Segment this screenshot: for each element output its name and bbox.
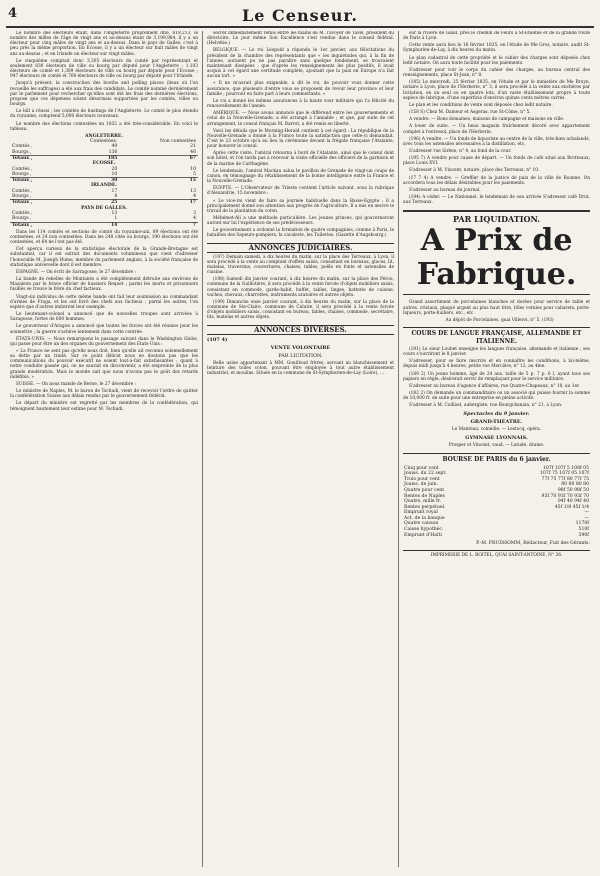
table-cell: 25: [58, 200, 119, 206]
paragraph: S'adresser à M. Vincent, notaire, place des Terreaux, n° 10.: [409, 168, 540, 174]
announcement-title: VENTE VOLONTAIRE: [270, 344, 331, 351]
paragraph: S'adresser rue Sirène, n° 4, au fond de la cour.: [409, 148, 512, 154]
newspaper-page: [6, 4, 594, 868]
paragraph: Le cinquième comptait donc 3,305 électeurs du comté par représentant et seulement 830 électeurs de ville ou bourg par député pour l'Angleterre ; 1,103 électeurs de comté et 1,309 électeurs de ville ou bourg par député pour l'Ecosse ; 947 électeurs de comté et 769 électeurs de ville ou bourg par député pour l'Irlande.: [10, 58, 198, 80]
table-cell: 13: [190, 188, 196, 194]
bourse-label: Quatre pour cent: [404, 487, 445, 493]
paragraph: Grand assortiment de porcelaines blanches et dorées pour service de table et autres, cristaux, plaqué argent au plus haut titre, tôles vernies pour cabarets, porte-liqueurs, porte-huiliers, etc., etc.: [403, 300, 590, 316]
paragraph: Voici les détails que le Morning-Herald contient à cet égard : La république de la Nouvelle-Grenade a donné à la France toute la satisfaction que celle-ci demandait. C'est le 23 octobre qu'a eu lieu la cérémonie devant la frégate française l'Atalante, pour honorer le consul.: [207, 128, 394, 150]
paragraph: (196) A vendre. — Un fonds de liquoriste au centre de la ville, très-bien achalandé, avec tous les ustensiles nécessaires à la distillation, etc.: [403, 136, 591, 147]
bourse-values: 45f 1/8 45f 1/4: [554, 504, 589, 510]
announcement-subtitle: PAR LICITATION.: [278, 352, 323, 359]
table-cell: 13: [111, 210, 118, 216]
table-cell: 8: [114, 194, 118, 200]
paragraph: (191) Le sieur Loubet enseigne les langues française, allemande et italienne ; ses cours s'ouvriront le 8 janvier.: [403, 347, 590, 358]
table-cell: 15: [119, 178, 198, 184]
paragraph: (194) A céder. — Le Nationnel, le lendemain de son arrivée S'adresser café Drut, aux Terreaux.: [403, 195, 590, 206]
theatre-programme: Prosper et Vincent, vaud. — Latude, drame.: [448, 443, 545, 449]
table-category: ECOSSE.: [92, 161, 116, 167]
row-label: Comtés ,: [12, 188, 33, 194]
paragraph: secret immédiatement remis entre les mains de M. l'avoyer de Tavel, président du directoire. Le jour même Son Excellence s'est rendue dans le conseil fédéral. (Helvétie.): [207, 31, 394, 47]
bourse-label: Rentes perpétuel.: [404, 504, 446, 510]
paragraph: Le gouverneur d'Aragon a annoncé que toutes les forces ont été réunies pour les soumettre ; la guerre s'achève lentement dans cette contrée.: [10, 324, 198, 335]
paragraph: Jusqu'à présent, la construction des booths and polling places (lieux où l'on recueille les suffrages) a été aux frais des candidats. Le comité nommé dernièrement par le parlement pour rechercher qu'elles sont été les frais des dernières élections, propose que ces dépenses soient désormais supportées par les comtés, villes ou bourgs.: [10, 81, 198, 108]
row-label: Totaux ,: [10, 156, 58, 162]
theatre-programme: Le Manteau, comédie. — Lestocq, opéra.: [451, 426, 542, 432]
column-left: [6, 31, 202, 867]
paragraph: A vendre. — Bons domaines, maisons de campagne et maisons en ville.: [409, 117, 565, 123]
table-cell: 5: [193, 171, 196, 177]
paragraph: Le départ du ministre est regretté par les membres de la confédération, qui témoignent hautement leur estime pour M. Tschudi.: [10, 401, 198, 412]
paragraph: Méhémet-Ali a une méthode particulière. Les jeunes princes, qui gouverneront auront sur lui l'expérience de ses prédécesseurs.: [207, 216, 394, 227]
row-label: Totaux ,: [10, 222, 58, 228]
table-cell: 46: [190, 149, 196, 155]
bourse-values: 1170f: [575, 521, 589, 527]
newspaper-title: Le Censeur.: [242, 5, 358, 25]
paragraph: (189 2) Un jeune homme, âgé de 24 ans, taille de 5 p. 7 p. 6 l, ayant tous ses papiers en règle, désirerait servir de remplaçant pour le service militaire.: [403, 371, 590, 382]
paragraph: S'adresser, pour se faire inscrire et en connaître les conditions, à lui-même, depuis midi jusqu'à 4 heures, petite rue Mercière, n° 12, au 4me.: [403, 359, 590, 370]
table-cell: 1: [114, 216, 118, 222]
table-cell: 10: [111, 171, 118, 177]
paragraph: (17 7 4) A vendre. — Greffier de la justice de paix de la ville de Roanne. On accordera tous les délais désirables pour les paiements.: [403, 175, 590, 186]
announcement: (197) Demain samedi, à dix heures du matin, sur la place des Terreaux, à Lyon, il sera procédé à la vente au comptant d'effets saisis, consistant en bureaux, glaces, lit, matelas, traversins, couvertures, chaises, tables, poêle en fonte et ustensiles de cuisine.: [207, 254, 394, 276]
bourse-label: Quatre, mille fr.: [404, 499, 441, 505]
advertisement-box: [403, 210, 590, 295]
table-cell: 10: [190, 166, 196, 172]
bourse-label: Emprunt royal: [404, 510, 438, 516]
table-cell: 185: [58, 156, 119, 162]
bourse-label: Act. de la banque: [404, 515, 445, 521]
course-notice-heading: COURS DE LANGUE FRANÇAISE, ALLEMANDE ET ITALIENNE.: [403, 327, 590, 345]
advertisement-headline: A Prix de Fabrique.: [416, 223, 577, 293]
paragraph: S'adresser à M. Coilliod, aubergiste, rue Bourgchanain, n° 21, à Lyon.: [409, 403, 563, 409]
paragraph: A louer de suite. — Un beau magasin fraîchement décoré avec appartement complet à l'entresol, place de l'Herberie.: [403, 124, 590, 135]
announcement: (199) Dimanche onze janvier courant, à dix heures du matin, sur la place de la commune de Ste-Claire, commune de Caluire, il sera procédé à la vente forcée d'objets mobiliers saisis, consistant en bureau, tables, chaises, commode, secrétaire, lits, matelas et autres objets.: [207, 299, 394, 321]
election-table: [10, 134, 198, 228]
row-label: Bourgs ,: [12, 171, 32, 177]
paragraph: ÉTATS-UNIS. — Nous remarquons le passage suivant dans le Washington Globe, qui passe pour être un des organes du gouvernement des Etats-Unis :: [10, 336, 198, 347]
paragraph: SUISSE. — On nous mande de Berne, le 27 décembre :: [16, 381, 137, 387]
paragraph: Le bill a réussi ; les comités de hustings de l'Angleterre. Le comté le plus étendu du royaume, comprend 5,000 électeurs nouveaux.: [10, 109, 198, 120]
paragraph: Vingt-six individus de cette même bande ont fait leur soumission au commandant d'armes de Fraga, et les ont livré des chefs aux factieux ; parmi les autres, l'on espère que d'autres imiteront leur exemple.: [10, 294, 198, 310]
table-cell: 17: [119, 200, 198, 206]
bourse-values: 77f 75 77f 80 77f 75: [541, 476, 589, 482]
paragraph: S'adresser au bureau d'agence d'affaires, rue Quatre-Chapeaux, n° 10, au 1er.: [409, 383, 580, 389]
table-cell: 20: [111, 166, 118, 172]
bourse-values: 98f 50 98f 50: [557, 487, 589, 493]
section-heading-judiciaires: ANNONCES JUDICIAIRES.: [207, 243, 394, 253]
announcement-number: (107 4): [207, 336, 228, 343]
printer-footer: IMPRIMERIE DE L. BOITEL, QUAI SAINT-ANTOINE, N° 36.: [403, 550, 590, 558]
bourse-label: Quatre canaux: [404, 521, 439, 527]
paragraph: Cette vente aura lieu le 16 février 1835, en l'étude de Me Gros, notaire, audit St-Symphorien-de-Lay, à dix heures du matin.: [403, 43, 590, 54]
column-right: [398, 31, 594, 867]
announcement: Belle usine appartenant à MM. Gouilloud frères, servant au blanchissement et teinture des toiles coton, pouvant être employée à tout autre établissement industriel, et moulins. Située en la commune de St-Symphorien-de-Lay (Loire), ...: [207, 360, 394, 376]
table-cell: 7: [119, 222, 198, 228]
paragraph: Le nombre des électeurs étant, dans l'Angleterre proprement dite, 619,213, le nombre des milles de l'âge de vingt ans et au-dessus étant de 3,199,984, il y a un électeur pour cinq mâles de vingt ans et au-dessus. Dans le pays de Galles, c'est à peu près la même proportion. En Ecosse, il y a un électeur sur huit mâles de vingt ans au-dessus ; et en Irlande un électeur sur vingt mâles.: [10, 31, 198, 57]
paragraph: Cet aperçu curieux de la statistique électorale de la Grande-Bretagne est substantiel, car il est extrait des documents volumineux que vient d'adresser l'honorable M. Joseph Hume, membre du parlement anglais, à la société française de statistique universelle dont il est membre.: [10, 247, 198, 268]
table-cell: 30: [58, 178, 119, 184]
paragraph: (185) Le mercredi, 25 février 1835, en l'étude et par le ministère de Me Bruyn, notaire à Lyon, place de l'Herberie, n° 3, il sera procédé à la vente aux enchères par licitation, en un seul ou en quatre lots, d'un vaste établissement propre à toute espèce de fabrique, d'une superficie d'environ quinze cents mètres carrés.: [403, 80, 590, 101]
table-cell: 21: [190, 144, 196, 150]
theatre-heading: GYMNASE LYONNAIS.: [465, 434, 528, 441]
table-cell: 3: [193, 210, 196, 216]
section-heading-diverses: ANNONCES DIVERSES.: [207, 325, 394, 335]
table-header: Contestées.: [90, 139, 118, 145]
theatre-heading: GRAND-THÉATRE.: [470, 418, 523, 425]
row-label: Comtés ,: [12, 210, 33, 216]
masthead: [6, 4, 594, 28]
paragraph: Dans les 114 comtés et sections de comté du royaume-uni, 89 élections ont été contestées, et 24 non contestées. Dans les 248 cités ou bourgs, 190 élections ont été contestées, et 64 ne l'ont pas été.: [10, 229, 198, 246]
paragraph: La bande de rebelles de Montanès a été complètement détruite aux environs de Mazaleon par le brave officier de hussiers Requet ; parmi les morts et prisonniers fusillés se trouve le frère du chef factieux.: [10, 277, 198, 293]
paragraph: AMÉRIQUE. — Nous avons annoncé que le différend entre les gouvernements et celui de la Nouvelle-Grenade, a été arrangé à l'amiable ; et que, par suite de cet arrangement, le consul français M. Barrot, a été remis en liberté.: [207, 111, 394, 127]
bourse-label: Jouiss. du 22 sept.: [404, 471, 447, 477]
row-label: Bourgs ,: [12, 194, 32, 200]
paragraph: sur la rivière de Gand, près le chemin de Feurs à St-Etienne et de la grande route de Paris à Lyon.: [403, 31, 590, 42]
paragraph: Le nombre des élections contestées en 1832 a été très-considérable. En voici le tableau.: [10, 121, 198, 132]
table-cell: 4: [193, 194, 196, 200]
table-category: PAYS DE GALLES.: [81, 205, 127, 211]
paragraph: Le roi a donné les mêmes assurances à la haute cour militaire qui l'a félicité du renouvellement de l'année.: [207, 98, 394, 110]
table-cell: 4: [193, 216, 196, 222]
bourse-values: 94f 40 94f 40: [557, 499, 589, 505]
row-label: Comtés ,: [12, 144, 33, 150]
paragraph: (195 7) A vendre pour cause de départ. — Un fonds de café situé aux Brotteaux, place Louis XVI.: [403, 156, 590, 167]
paragraph: ÉGYPTE. — L'Observateur de Trieste contient l'article suivant, sous la rubrique d'Alexandrie, 15 novembre :: [207, 186, 394, 197]
advertisement-kicker: PAR LIQUIDATION.: [452, 214, 541, 225]
bourse-values: —: [584, 515, 589, 521]
bourse-label: Cinq pour cent: [404, 465, 439, 471]
row-label: Totaux ,: [10, 178, 58, 184]
bourse-table: [403, 466, 590, 539]
row-label: Totaux ,: [10, 200, 58, 206]
bourse-label: Rentes de Naples: [404, 493, 445, 499]
bourse-values: 510f: [578, 527, 589, 533]
paragraph: ESPAGNE. — On écrit de Sarragosse, le 27 décembre :: [16, 269, 136, 275]
row-label: Bourgs ,: [12, 149, 32, 155]
paragraph: S'adresser au bureau du journal.: [409, 187, 481, 193]
bourse-values: 93f 70 93f 70 93f 70: [541, 493, 589, 499]
bourse-label: Emprunt d'Haïti: [404, 532, 442, 538]
bourse-values: 107f 107f 5 108f 05: [542, 465, 589, 471]
paragraph: Le plan et les conditions de vente sont déposés chez ledit notaire.: [409, 102, 553, 108]
paragraph: Au dépôt de Porcelaines, quai Villeroi, n° 5. (193): [445, 317, 554, 323]
table-category: IRLANDE.: [90, 183, 118, 189]
bourse-values: 390f: [578, 532, 589, 538]
table-header: Non contestées: [159, 139, 196, 145]
paragraph: BELGIQUE. — Le roi Léopold a répondu le 1er janvier, aux félicitations du président de la chambre des représentants que « les inquiétudes qui, à la fin de l'année, auraient pu ne pas paraître sans quelque fondement, se trouvaient maintenant dissipées ; que d'après les renseignements les plus positifs, il avait acquis à cet égard une certitude complète, ajoutant que la paix en Europe n'a fait aucun tort. »: [207, 48, 394, 80]
paragraph: S'adresser pour voir le corps du cahier des charges, au bureau central des renseignements, place St-Jean, n° 8.: [403, 67, 590, 79]
paragraph: « La France ne sent pas qu'elle nous doit, bien qu'elle ait reconnu solennellement sa dette par un traité. Sur ce point délicat nous ne doutons pas que les communications du pouvoir exécutif ne soient tout-à-fait satisfaisantes ; quant à notre conduite passée qui, on ne saurait en disconvenir, a été empreinte de la plus grande modération. Mais le monde sait que nous n'avons pas le goût des retards indéfinis. »: [10, 348, 198, 380]
table-cell: 14: [58, 222, 119, 228]
row-label: Comtés ,: [12, 166, 33, 172]
row-label: Bourgs ,: [12, 216, 32, 222]
bourse-label: Caisse hypothéc.: [404, 527, 444, 533]
table-cell: 17: [111, 188, 118, 194]
bourse-row: [403, 533, 590, 539]
page-number: 4: [8, 6, 18, 21]
paragraph: « Le vice-roi vient de faire sa journée habituelle dans la Basse-Egypte ; il a principalement donné son attention aux progrès de l'agriculture. Il a mis en œuvre le travail de la plantation du coton.: [207, 198, 394, 214]
bourse-values: 107f 75 107f 05 107f: [540, 471, 589, 477]
paragraph: « Il ne m'aurait plus exigeable, a dit le roi, de pouvoir vous donner cette assurance, que plusieurs d'entre vous se proposent de revoir leur province et leur famille ; pourront en faire part à leurs commettants. »: [207, 81, 394, 97]
bourse-label: Jouiss. de juin.: [404, 482, 439, 488]
paragraph: Le lieutenant-colonel a annoncé que de nouvelles troupes sont arrivées à Saragosse, fortes de 600 hommes.: [10, 312, 198, 323]
announcement: (198) Samedi dix janvier courant, à dix heures du matin, sur la place des Pérou, commune de la Guillotière, il sera procédé à la vente forcée d'objets mobiliers saisis, consistant en commode, garde-habit, buffet, tables, linges, batterie de cuisine, vaches, chevaux, charrettes, instruments aratoires et autres objets.: [207, 277, 394, 298]
table-cell: 67: [119, 156, 198, 162]
paragraph: (182 2) On demande un commanditaire ou un associé qui puisse fournir la somme de 10,000 fr. de suite pour une entreprise en pleine activité.: [403, 391, 590, 402]
column-middle: [202, 31, 398, 867]
bourse-label: Trois pour cent: [404, 476, 440, 482]
bourse-values: 80 80 80 80: [561, 482, 589, 488]
paragraph: Après cette visite, l'amiral retourna à bord de l'Atalante, ainsi que le consul dont son hôtel, et l'on tarda pas à recevoir la visite officielle des officiers de la garnison et de la marine de Carthagène.: [207, 151, 394, 167]
paragraph: (158 S) Chez M. Dameur et Asgeras, rue St-Côme, n° 5.: [409, 110, 531, 116]
table-cell: 136: [108, 149, 118, 155]
paragraph: Le lendemain, l'amiral Mackau salua le pavillon de Grenade de vingt-un coups de canon, en témoignage du rétablissement de la bonne intelligence entre la France et la Nouvelle-Grenade.: [207, 168, 394, 185]
paragraph: Le gouvernement a ordonné la formation de quatre compagnies, comme à Paris, le bataillon des Sapeurs-pompiers, la cavalerie, les Tuileries. (Gazette d'Augsbourg.): [207, 228, 394, 239]
bourse-values: —: [584, 510, 589, 516]
paragraph: Le plan cadastral de cette propriété et le cahier des charges sont déposés chez ledit notaire. On aura toute facilité pour les paiements.: [403, 55, 590, 66]
table-category: ANGLETERRE.: [84, 133, 124, 139]
columns: [6, 31, 594, 867]
spectacles-heading: Spectacles du 9 janvier.: [463, 410, 530, 417]
table-cell: 49: [111, 144, 118, 150]
editor-signature: P.-M. PRUDHOMM, Rédacteur, Fuit des Gérants.: [476, 541, 590, 547]
paragraph: Le ministre de Naples, M. le baron de Tschudi, vient de recevoir l'ordre de quitter la confédération Suisse aux délais rendus par le gouvernement fédéral.: [10, 389, 198, 400]
bourse-heading: BOURSE DE PARIS du 6 janvier.: [403, 453, 590, 464]
